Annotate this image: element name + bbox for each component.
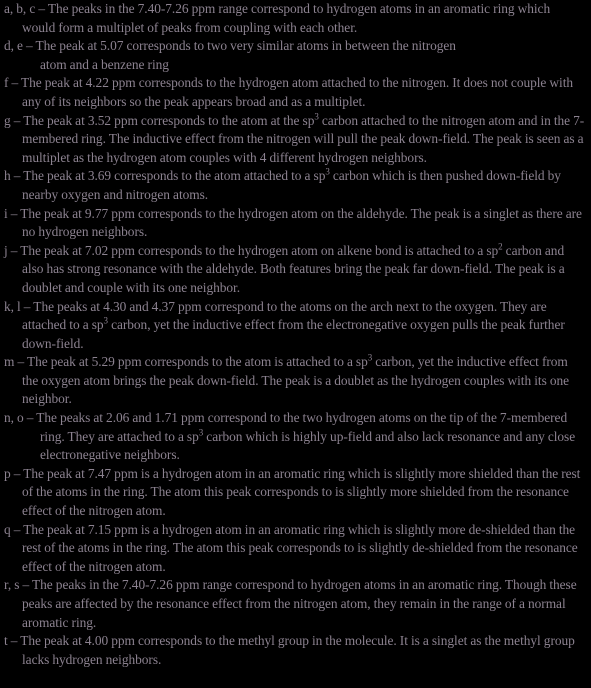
entry-no	[4, 409, 585, 465]
entry-m	[4, 353, 585, 409]
entry-text: f – The peak at 4.22 ppm corresponds to the hydrogen atom attached to the nitrogen. It does not couple with any of its neighbors so the peak appears broad and as a multiplet.	[4, 75, 574, 109]
entry-text: q – The peak at 7.15 ppm is a hydrogen atom in an aromatic ring which is slightly more de-shielded than the rest of the atoms in the ring. The atom this peak corresponds to is slightly de-shielded from the resonance effect of the nitrogen atom.	[4, 521, 578, 574]
entry-text-continued: carbon, yet the inductive effect from the electronegative oxygen pulls the peak further down-field.	[22, 317, 565, 351]
entry-text: m – The peak at 5.29 ppm corresponds to the atom is attached to a sp	[4, 354, 368, 370]
entry-text-continued: carbon which is highly up-field and also lack resonance and any close electronegative neighbors.	[40, 428, 576, 463]
entry-h	[4, 167, 585, 204]
entry-j	[4, 242, 585, 298]
entry-text-continued: atom and a benzene ring	[40, 56, 169, 72]
superscript: 2	[498, 241, 503, 252]
entry-q	[4, 521, 585, 577]
entry-text: r, s – The peaks in the 7.40-7.26 ppm range correspond to hydrogen atoms in an aromatic ring. Though these peaks are affected by the resonance effect from the nitrogen atom, they remain in the range of a normal aromatic ring.	[4, 577, 577, 630]
entry-text: p – The peak at 7.47 ppm is a hydrogen atom in an aromatic ring which is slightly more shielded than the rest of the atoms in the ring. The atom this peak corresponds to is slightly more shielded from the resonance effect of the nitrogen atom.	[4, 465, 581, 519]
entry-text-continued: carbon, yet the inductive effect from the oxygen atom brings the peak down-field. The peak is a doublet as the hydrogen couples with its one neighbor.	[22, 354, 570, 407]
entry-text: h – The peak at 3.69 corresponds to the atom attached to a sp	[4, 168, 326, 184]
entry-kl	[4, 298, 585, 354]
entry-text: t – The peak at 4.00 ppm corresponds to the methyl group in the molecule. It is a singlet as the methyl group lacks hydrogen neighbors.	[4, 633, 575, 667]
superscript: 3	[325, 166, 330, 177]
entry-g	[4, 112, 585, 168]
entry-i	[4, 205, 585, 242]
entry-abc	[4, 0, 585, 37]
superscript: 3	[314, 111, 319, 122]
superscript: 3	[367, 352, 373, 363]
entry-p	[4, 465, 585, 521]
entry-rs	[4, 576, 585, 632]
entry-de	[4, 37, 585, 74]
entry-text: n, o – The peaks at 2.06 and 1.71 ppm correspond to the two hydrogen atoms on the tip of the 7-membered ring. They are attached to a sp	[4, 410, 568, 444]
superscript: 3	[103, 315, 108, 326]
entry-text: d, e – The peak at 5.07 corresponds to two very similar atoms in between the nitrogen	[4, 38, 456, 54]
entry-text-continued: carbon and also has strong resonance with the aldehyde. Both features bring the peak far down-field. The peak is a doublet and couple with its one neighbor.	[22, 242, 565, 295]
entry-text: g – The peak at 3.52 ppm corresponds to the atom at the sp	[4, 112, 315, 128]
entry-t	[4, 632, 585, 669]
entry-text: i – The peak at 9.77 ppm corresponds to the hydrogen atom on the aldehyde. The peak is a singlet as there are no hydrogen neighbors.	[4, 205, 582, 240]
entry-text-continued: carbon attached to the nitrogen atom and in the 7-membered ring. The inductive effect from the nitrogen will pull the peak down-field. The peak is seen as a multiplet as the hydrogen atom couples with 4 different hydrogen neighbors.	[22, 112, 585, 165]
entry-text: j – The peak at 7.02 ppm corresponds to the hydrogen atom on alkene bond is attached to a sp	[4, 242, 499, 258]
entry-f	[4, 74, 585, 111]
entry-text-continued: carbon which is then pushed down-field by nearby oxygen and nitrogen atoms.	[22, 168, 561, 202]
entry-text: k, l – The peaks at 4.30 and 4.37 ppm correspond to the atoms on the arch next to the oxygen. They are attached to a sp	[4, 298, 547, 333]
superscript: 3	[198, 427, 204, 438]
entry-text: a, b, c – The peaks in the 7.40-7.26 ppm range correspond to hydrogen atoms in an aromatic ring which would form a multiplet of peaks from coupling with each other.	[4, 1, 551, 35]
